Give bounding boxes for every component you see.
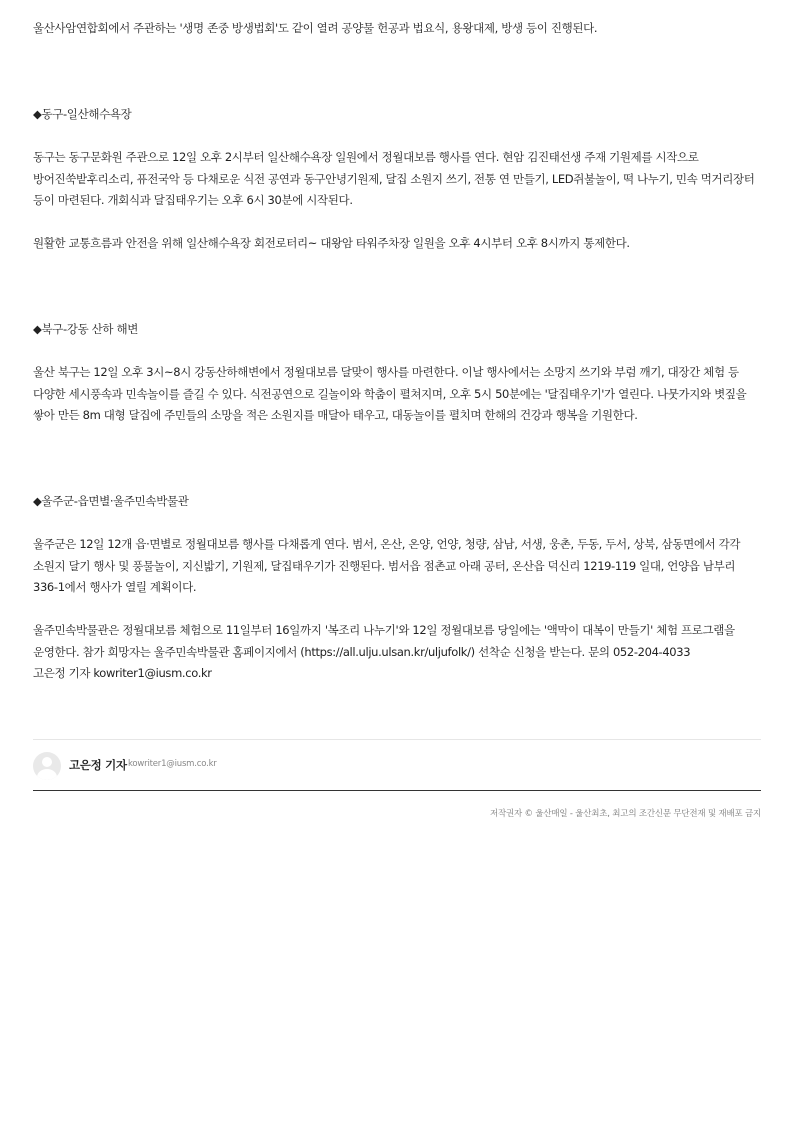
author-name[interactable]: 고은정 기자 — [69, 758, 127, 772]
article-body — [33, 18, 763, 685]
author-byline — [33, 739, 761, 791]
section-heading-bukgu: ◆북구-강동 산하 해변 — [33, 322, 138, 336]
user-avatar-icon — [33, 752, 61, 780]
intro-paragraph: 울산사암연합회에서 주관하는 '생명 존중 방생법회'도 같이 열려 공양물 헌공과 법요식, 용왕대제, 방생 등이 진행된다. — [33, 21, 598, 35]
author-email[interactable]: kowriter1@iusm.co.kr — [128, 759, 217, 769]
donggu-paragraph-1: 동구는 동구문화원 주관으로 12일 오후 2시부터 일산해수욕장 일원에서 정월대보름 행사를 연다. 현암 김진태선생 주재 기원제를 시작으로 방어진쑥밭후리소리, 퓨전국악 등 다채로운 식전 공연과 동구안녕기원제, 달집 소원지 쓰기, 전통 연 만들기, LED쥐불놀이, 떡 나누기, 민속 먹거리장터 등이 마련된다. 개회식과 달집태우기는 오후 6시 30분에 시작된다. — [33, 150, 755, 207]
reporter-signature: 고은정 기자 kowriter1@iusm.co.kr — [33, 666, 212, 680]
ulju-paragraph-2: 울주민속박물관은 정월대보름 체험으로 11일부터 16일까지 '복조리 나누기'와 12일 정월대보름 당일에는 '액막이 대복이 만들기' 체험 프로그램을 운영한다. 참가 희망자는 울주민속박물관 홈페이지에서 (https://all.ulju.ulsan.kr/uljufolk/) 선착순 신청을 받는다. 문의 052-204-4033 — [33, 623, 735, 659]
donggu-paragraph-2: 원활한 교통흐름과 안전을 위해 일산해수욕장 회전로터리~ 대왕암 타워주차장 일원을 오후 4시부터 오후 8시까지 통제한다. — [33, 236, 630, 250]
section-heading-ulju: ◆울주군-읍면별·울주민속박물관 — [33, 494, 189, 508]
section-heading-donggu: ◆동구-일산해수욕장 — [33, 107, 132, 121]
bukgu-paragraph: 울산 북구는 12일 오후 3시~8시 강동산하해변에서 정월대보름 달맞이 행사를 마련한다. 이날 행사에서는 소망지 쓰기와 부럼 깨기, 대장간 체험 등 다양한 세시풍속과 민속놀이를 즐길 수 있다. 식전공연으로 길놀이와 학춤이 펼쳐지며, 오후 5시 50분에는 '달집태우기'가 열린다. 나뭇가지와 볏짚을 쌓아 만든 8m 대형 달집에 주민들의 소망을 적은 소원지를 매달아 태우고, 대동놀이를 펼치며 한해의 건강과 행복을 기원한다. — [33, 365, 747, 422]
ulju-paragraph-1: 울주군은 12일 12개 읍·면별로 정월대보름 행사를 다채롭게 연다. 범서, 온산, 온양, 언양, 청량, 삼남, 서생, 웅촌, 두동, 두서, 상북, 삼동면에서 각각 소원지 달기 행사 및 풍물놀이, 지신밟기, 기원제, 달집태우기가 진행된다. 범서읍 점촌교 아래 공터, 온산읍 덕신리 1219-119 일대, 언양읍 남부리 336-1에서 행사가 열릴 계획이다. — [33, 537, 741, 594]
copyright-notice: 저작권자 © 울산매일 - 울산최초, 최고의 조간신문 무단전재 및 재배포 금지 — [489, 809, 761, 819]
